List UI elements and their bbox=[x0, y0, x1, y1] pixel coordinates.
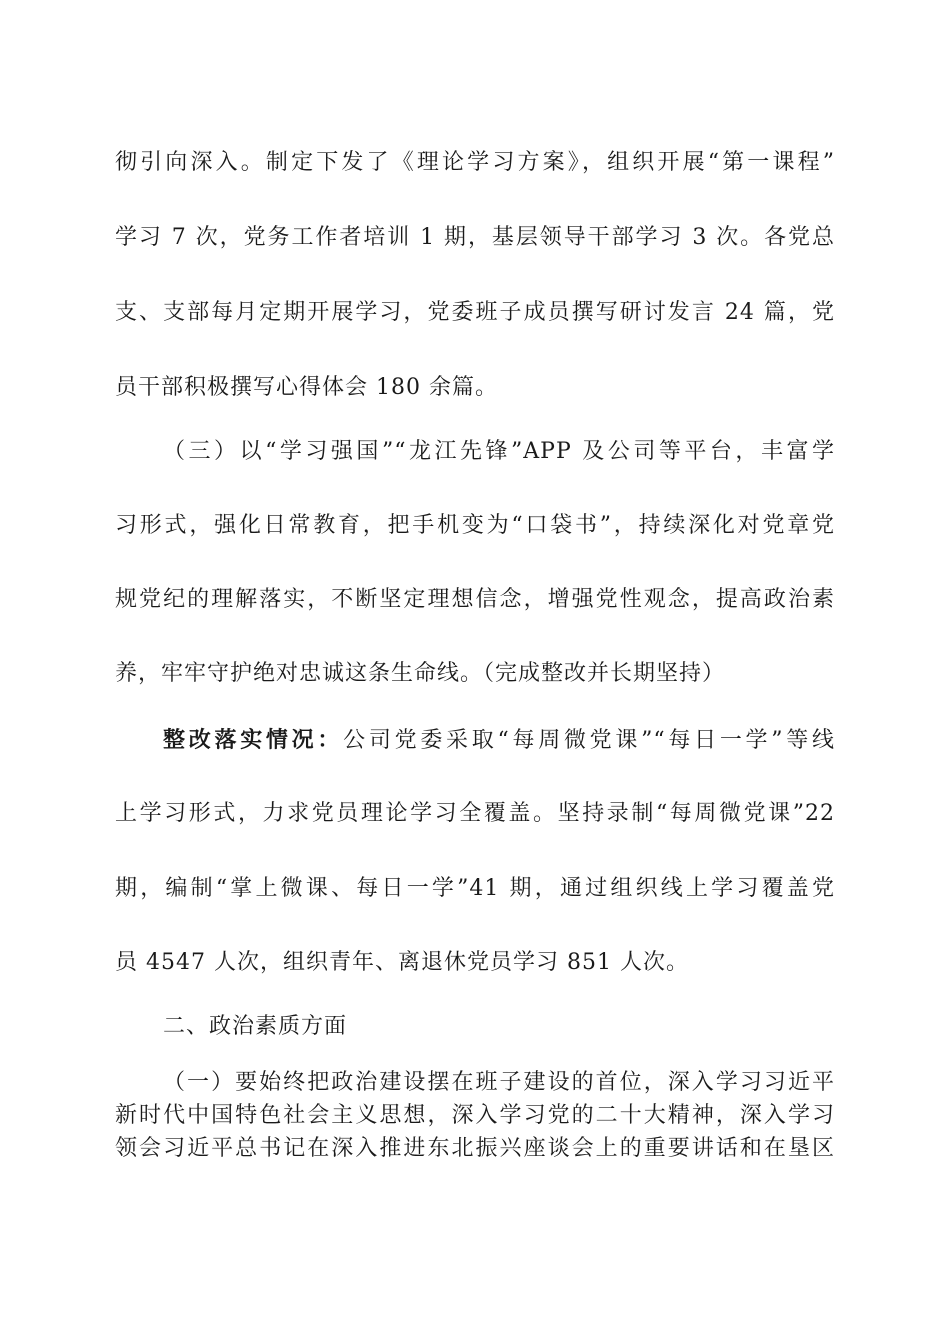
paragraph-line bbox=[163, 725, 835, 756]
paragraph-line: 领会习近平总书记在深入推进东北振兴座谈会上的重要讲话和在垦区 bbox=[115, 1136, 835, 1161]
paragraph-line: 员 4547 人次，组织青年、离退休党员学习 851 人次。 bbox=[115, 950, 689, 975]
paragraph-line: 彻引向深入。制定下发了《理论学习方案》，组织开展“第一课程” bbox=[115, 150, 835, 175]
section-heading: 二、政治素质方面 bbox=[163, 1014, 348, 1039]
paragraph-line: 支、支部每月定期开展学习，党委班子成员撰写研讨发言 24 篇，党 bbox=[115, 300, 835, 325]
paragraph-line: 期，编制“掌上微课、每日一学”41 期，通过组织线上学习覆盖党 bbox=[115, 876, 835, 901]
paragraph-line: 习形式，强化日常教育，把手机变为“口袋书”，持续深化对党章党 bbox=[115, 513, 835, 538]
paragraph-line: 上学习形式，力求党员理论学习全覆盖。坚持录制“每周微党课”22 bbox=[115, 801, 835, 826]
paragraph-line: 员干部积极撰写心得体会 180 余篇。 bbox=[115, 375, 498, 400]
paragraph-line: 规党纪的理解落实，不断坚定理想信念，增强党性观念，提高政治素 bbox=[115, 587, 835, 612]
paragraph-text: 公司党委采取“每周微党课”“每日一学”等线 bbox=[343, 728, 835, 753]
rectification-label: 整改落实情况： bbox=[163, 727, 344, 753]
paragraph-line: （三）以“学习强国”“龙江先锋”APP 及公司等平台，丰富学 bbox=[163, 439, 835, 464]
paragraph-line: 新时代中国特色社会主义思想，深入学习党的二十大精神，深入学习 bbox=[115, 1103, 835, 1128]
paragraph-line: 学习 7 次，党务工作者培训 1 期，基层领导干部学习 3 次。各党总 bbox=[115, 225, 835, 250]
paragraph-line: 养，牢牢守护绝对忠诚这条生命线。（完成整改并长期坚持） bbox=[115, 661, 726, 686]
paragraph-line: （一）要始终把政治建设摆在班子建设的首位，深入学习习近平 bbox=[163, 1070, 835, 1095]
